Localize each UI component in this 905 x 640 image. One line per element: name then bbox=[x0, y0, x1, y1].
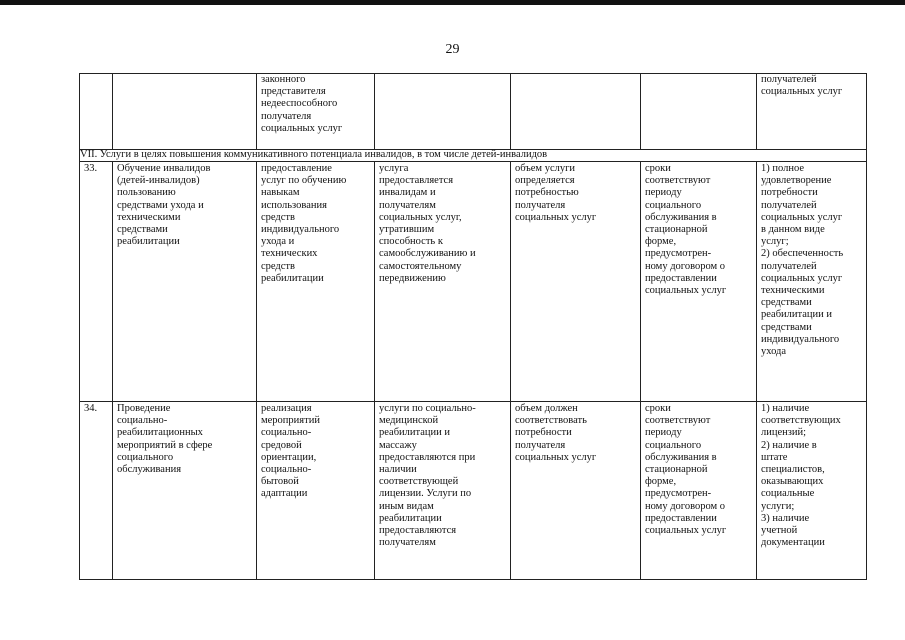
scan-top-border bbox=[0, 0, 905, 5]
row-33-terms: сроки соответствуют периоду социального обслуживания в стационарной форме, предусмотрен- ному договором о предоставлении социальных услуг bbox=[645, 163, 727, 297]
section-heading: VII. Услуги в целях повышения коммуникативного потенциала инвалидов, в том числе детей-инвалидов bbox=[80, 149, 548, 160]
table-border-bottom bbox=[79, 579, 867, 580]
continuation-content-cell: законного представителя недееспособного получателя социальных услуг bbox=[261, 74, 343, 134]
row-34-service-name: Проведение социально- реабилитационных мероприятий в сфере социального обслуживания bbox=[117, 403, 213, 476]
table-col-divider bbox=[640, 73, 641, 150]
page-number: 29 bbox=[445, 42, 460, 57]
row-34-service-content: реализация мероприятий социально- средовой ориентации, социально- бытовой адаптации bbox=[261, 403, 320, 500]
row-34-number: 34. bbox=[84, 403, 98, 414]
table-border-top bbox=[79, 73, 867, 74]
row-33-quality: 1) полное удовлетворение потребности получателей социальных услуг в данном виде услуг; 2) обеспеченность получателей социальных услуг техническими средствами реабилитации и средствами индивидуального ухода bbox=[761, 163, 844, 358]
row-33-number: 33. bbox=[84, 163, 98, 174]
row-34-conditions: услуги по социально- медицинской реабилитации и массажу предоставляются при наличии соответствующей лицензии. Услуги по иным видам реабилитации предоставляются получателям bbox=[379, 403, 476, 549]
table-col-divider bbox=[374, 73, 375, 150]
row-33-conditions: услуга предоставляется инвалидам и получателям социальных услуг, утратившим способность к самообслуживанию и самостоятельному передвижению bbox=[379, 163, 476, 284]
row-34-volume: объем должен соответствовать потребности получателя социальных услуг bbox=[515, 403, 597, 463]
table-col-divider bbox=[112, 73, 113, 150]
table-col-divider bbox=[510, 73, 511, 150]
row-34-terms: сроки соответствуют периоду социального обслуживания в стационарной форме, предусмотрен- ному договором о предоставлении социальных услуг bbox=[645, 403, 727, 537]
continuation-quality-cell: получателей социальных услуг bbox=[761, 74, 843, 98]
row-33-volume: объем услуги определяется потребностью получателя социальных услуг bbox=[515, 163, 597, 223]
row-33-service-content: предоставление услуг по обучению навыкам использования средств индивидуального ухода и технических средств реабилитации bbox=[261, 163, 347, 284]
row-34-quality: 1) наличие соответствующих лицензий; 2) наличие в штате специалистов, оказывающих социальные услуги; 3) наличие учетной документации bbox=[761, 403, 841, 549]
row-33-service-name: Обучение инвалидов (детей-инвалидов) пользованию средствами ухода и техническими средствами реабилитации bbox=[117, 163, 211, 248]
